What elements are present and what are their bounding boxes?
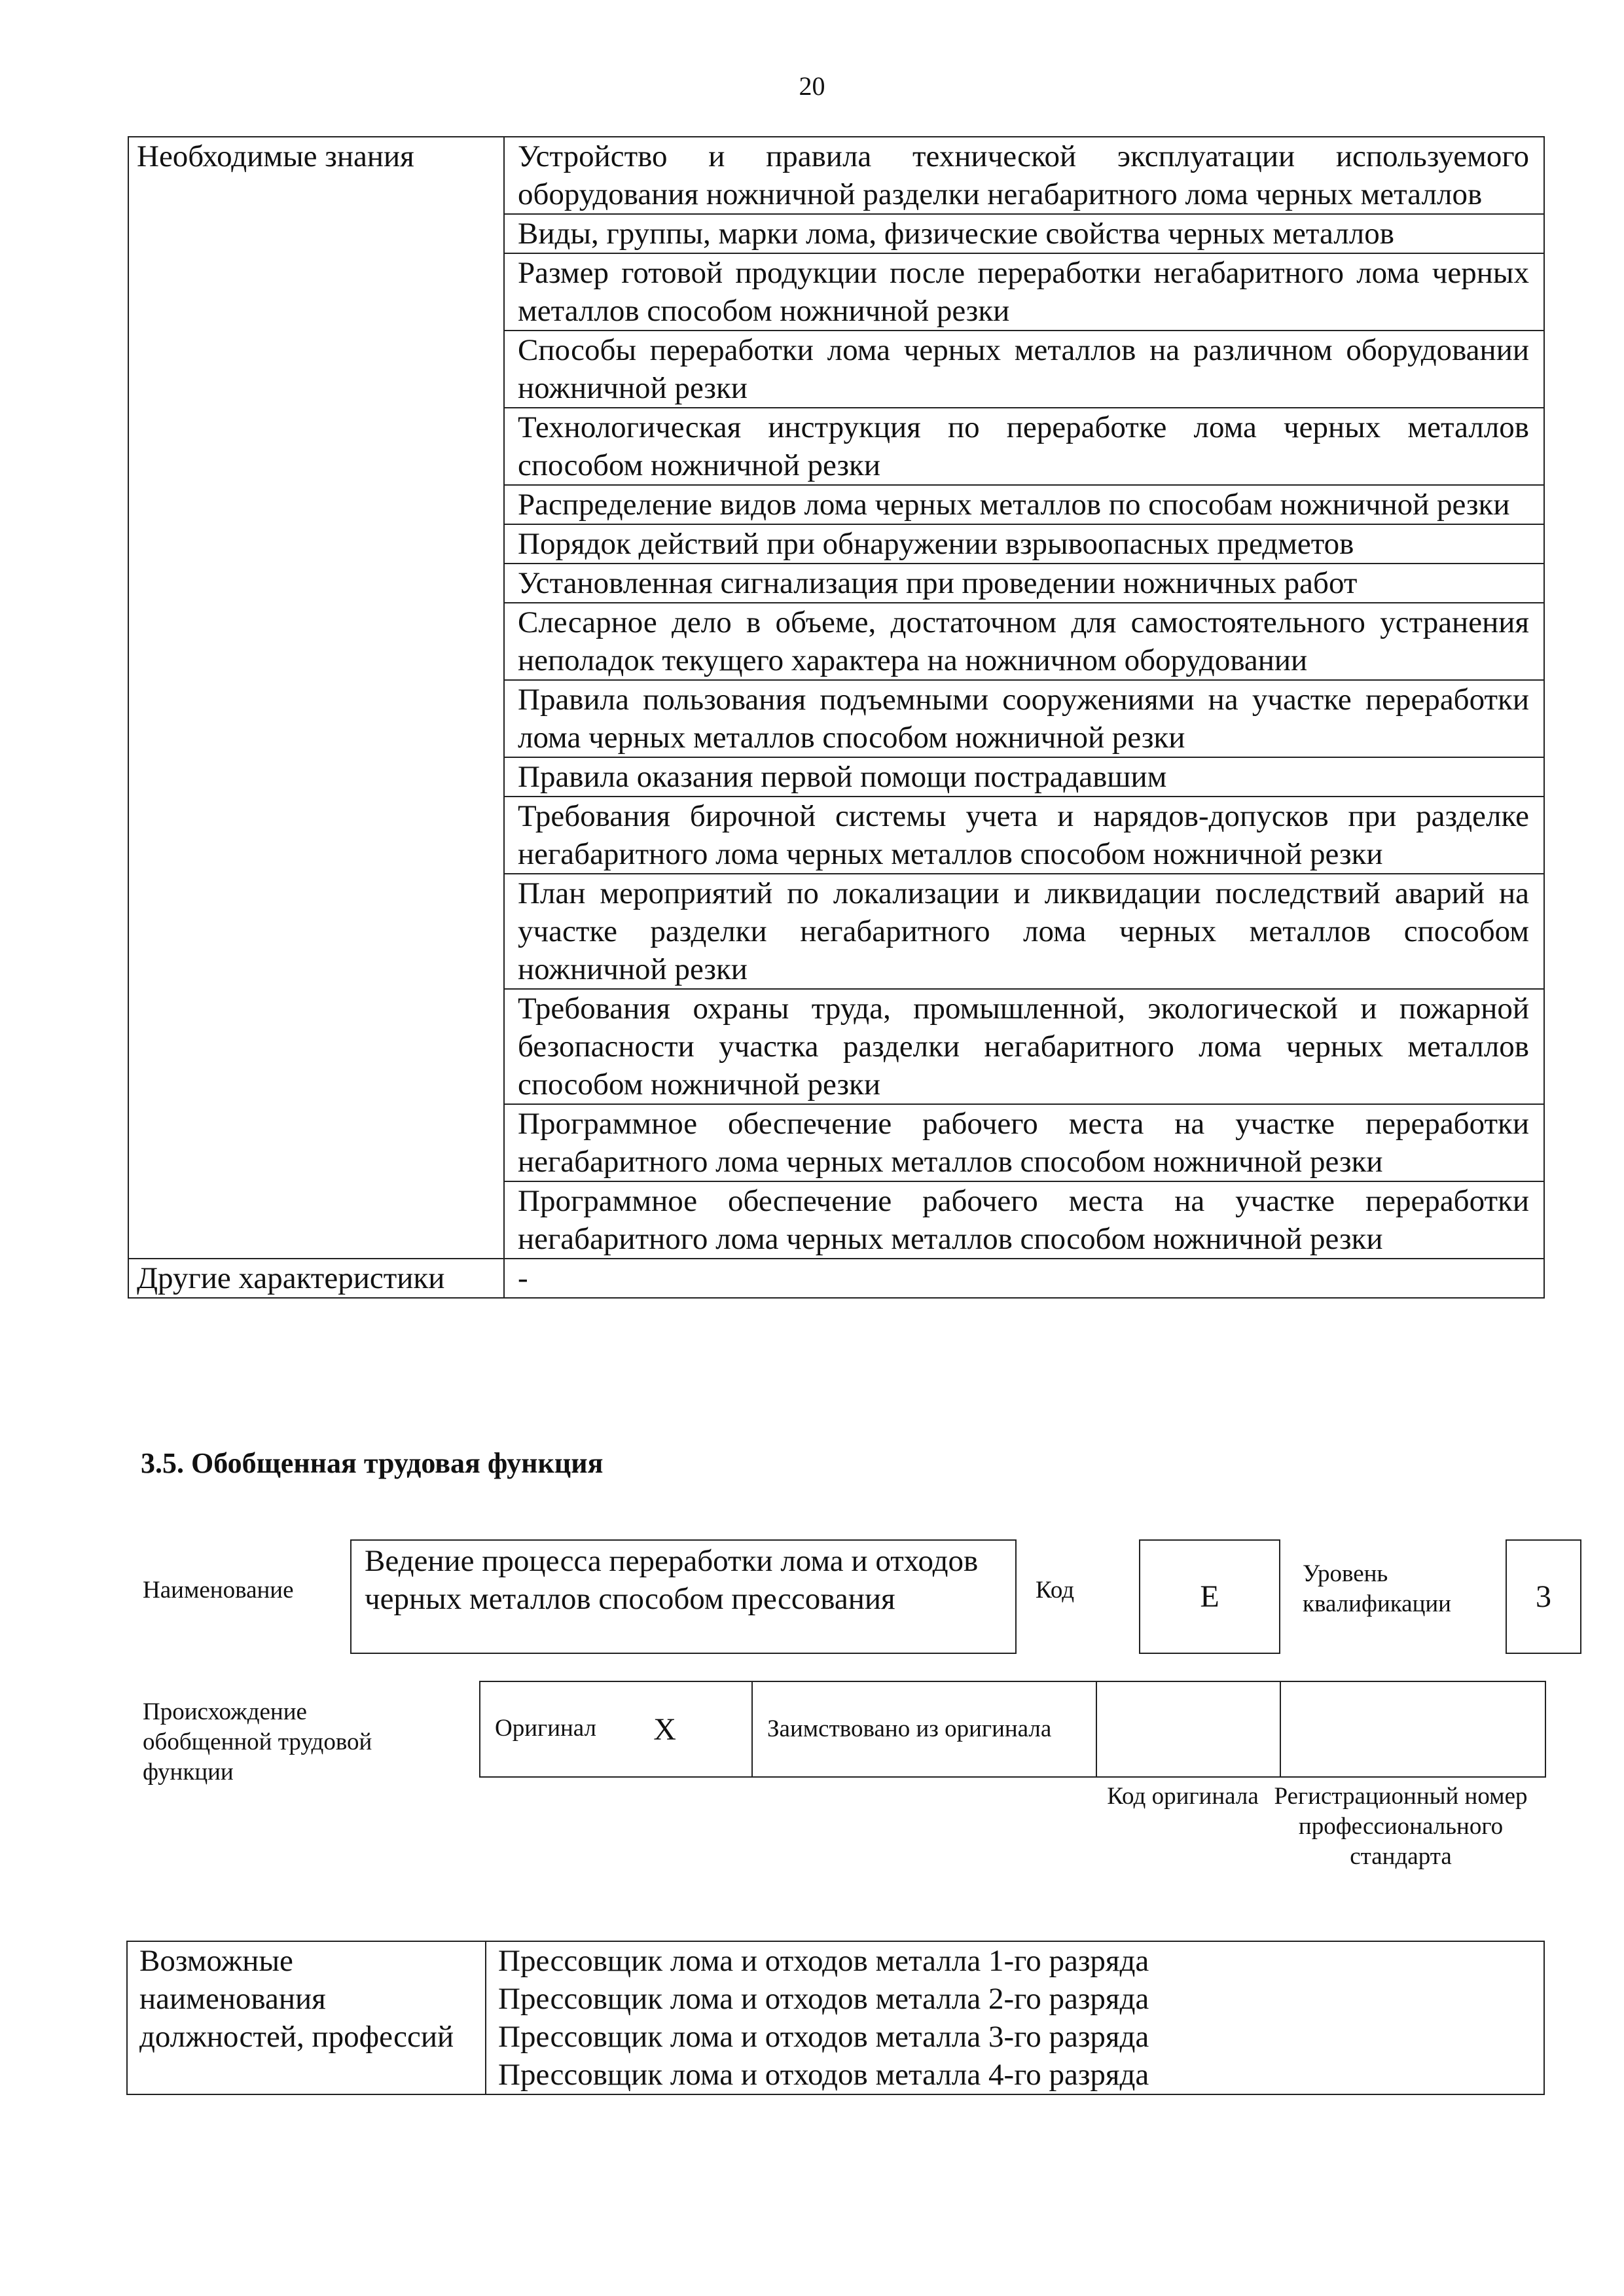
possible-positions-list: [486, 1941, 1544, 2094]
origin-table: [479, 1681, 1546, 1778]
position-item: Прессовщик лома и отходов металла 1-го разряда: [498, 1944, 1149, 1978]
function-name-value: Ведение процесса переработки лома и отходов черных металлов способом прессования: [350, 1539, 1017, 1654]
other-characteristics-value: -: [504, 1259, 1544, 1298]
code-original-caption: Код оригинала: [1107, 1783, 1259, 1810]
knowledge-item: Установленная сигнализация при проведении ножничных работ: [504, 564, 1544, 603]
knowledge-item: Распределение видов лома черных металлов по способам ножничной резки: [504, 485, 1544, 524]
knowledge-item: Программное обеспечение рабочего места на участке переработки негабаритного лома черных металлов способом ножничной резки: [504, 1181, 1544, 1259]
knowledge-item: Правила оказания первой помощи пострадавшим: [504, 757, 1544, 797]
original-label: Оригинал: [495, 1714, 597, 1742]
knowledge-item: Программное обеспечение рабочего места на участке переработки негабаритного лома черных металлов способом ножничной резки: [504, 1104, 1544, 1181]
qualification-level-label: Уровень квалификации: [1303, 1560, 1451, 1617]
table-row: [127, 1941, 1544, 2094]
knowledge-item: Технологическая инструкция по переработке лома черных металлов способом ножничной резки: [504, 408, 1544, 485]
knowledge-item: Слесарное дело в объеме, достаточном для самостоятельного устранения неполадок текущего характера на ножничном оборудовании: [504, 603, 1544, 680]
table-row: [128, 1259, 1544, 1298]
qualification-level-value: 3: [1506, 1539, 1581, 1654]
knowledge-item: Порядок действий при обнаружении взрывоопасных предметов: [504, 524, 1544, 564]
section-heading: 3.5. Обобщенная трудовая функция: [141, 1447, 604, 1479]
possible-positions-label: Возможные наименования должностей, профессий: [127, 1941, 486, 2094]
page-number: 20: [799, 71, 825, 101]
knowledge-item: Размер готовой продукции после переработки негабаритного лома черных металлов способом ножничной резки: [504, 253, 1544, 331]
position-item: Прессовщик лома и отходов металла 3-го разряда: [498, 2020, 1149, 2054]
possible-positions-table: [126, 1941, 1545, 2095]
other-characteristics-label: Другие характеристики: [128, 1259, 504, 1298]
name-label: Наименование: [143, 1577, 294, 1604]
knowledge-item: Устройство и правила технической эксплуатации используемого оборудования ножничной разделки негабаритного лома черных металлов: [504, 137, 1544, 214]
code-label: Код: [1036, 1577, 1075, 1604]
knowledge-item: План мероприятий по локализации и ликвидации последствий аварий на участке разделки негабаритного лома черных металлов способом ножничной резки: [504, 874, 1544, 989]
original-cell: [480, 1681, 752, 1777]
borrowed-label: Заимствовано из оригинала: [752, 1681, 1096, 1777]
position-item: Прессовщик лома и отходов металла 2-го разряда: [498, 1982, 1149, 2016]
knowledge-item: Способы переработки лома черных металлов на различном оборудовании ножничной резки: [504, 331, 1544, 408]
code-value: E: [1139, 1539, 1280, 1654]
knowledge-item: Требования охраны труда, промышленной, экологической и пожарной безопасности участка разделки негабаритного лома черных металлов способом ножничной резки: [504, 989, 1544, 1104]
position-item: Прессовщик лома и отходов металла 4-го разряда: [498, 2058, 1149, 2092]
required-knowledge-label: Необходимые знания: [128, 137, 504, 1259]
knowledge-item: Правила пользования подъемными сооружениями на участке переработки лома черных металлов способом ножничной резки: [504, 680, 1544, 757]
origin-label: Происхождение обобщенной трудовой функции: [143, 1698, 372, 1785]
original-mark: X: [653, 1712, 676, 1748]
table-row: [480, 1681, 1545, 1777]
table-row: [128, 137, 1544, 214]
reg-number-caption: Регистрационный номер профессионального стандарта: [1274, 1783, 1528, 1870]
knowledge-item: Виды, группы, марки лома, физические свойства черных металлов: [504, 214, 1544, 253]
required-knowledge-table: [128, 136, 1545, 1299]
code-original-cell: [1096, 1681, 1280, 1777]
reg-number-cell: [1280, 1681, 1545, 1777]
knowledge-item: Требования бирочной системы учета и нарядов-допусков при разделке негабаритного лома черных металлов способом ножничной резки: [504, 797, 1544, 874]
